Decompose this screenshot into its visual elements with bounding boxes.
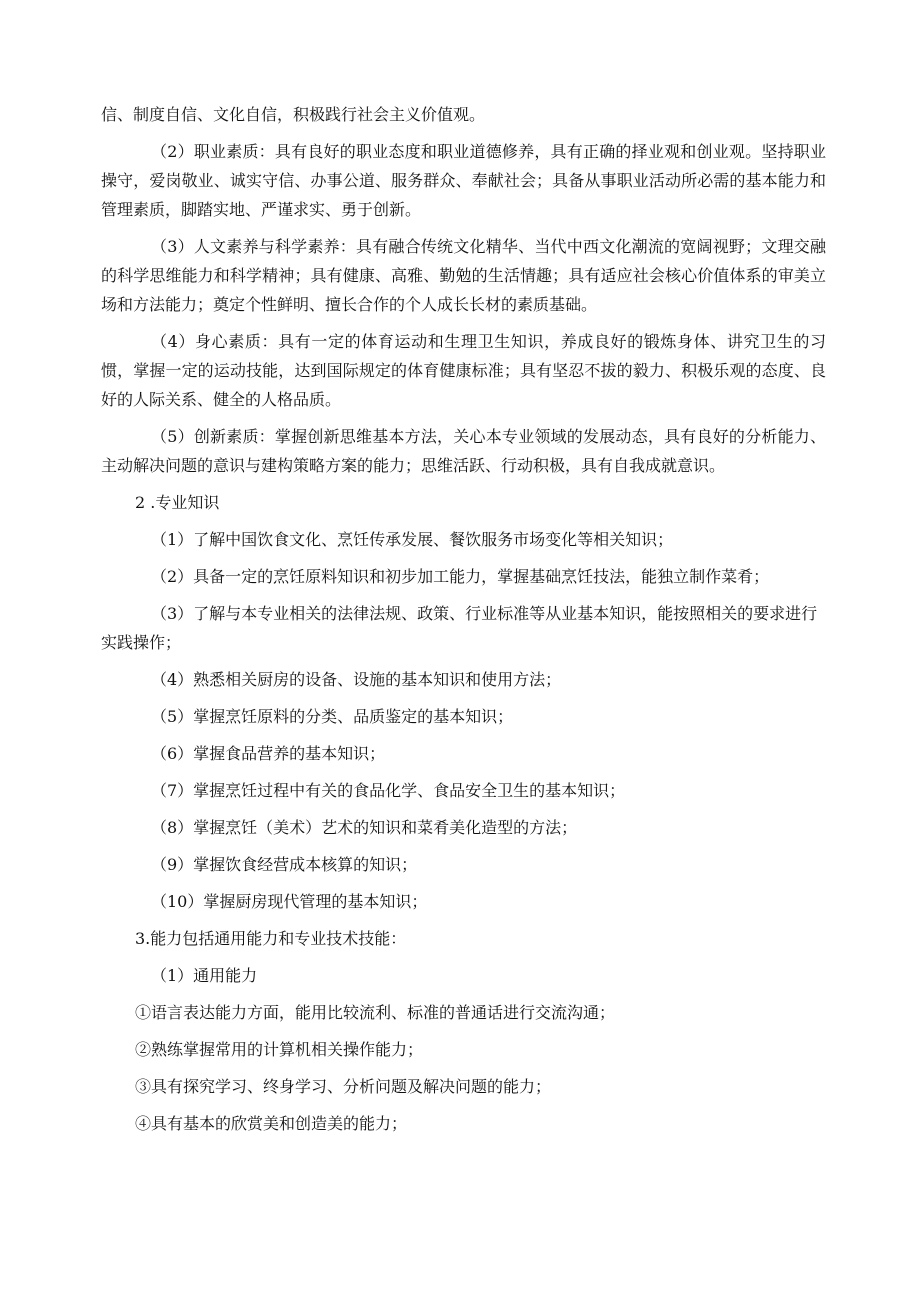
paragraph-continuation: 信、制度自信、文化自信，积极践行社会主义价值观。: [101, 105, 486, 124]
list-item: （10）掌握厨房现代管理的基本知识；: [151, 892, 428, 911]
document-body: [101, 100, 826, 1138]
list-item: ③具有探究学习、终身学习、分析问题及解决问题的能力；: [135, 1077, 552, 1096]
paragraph-vocational-quality: （2）职业素质：具有良好的职业态度和职业道德修养，具有正确的择业观和创业观。坚持职业操守，爱岗敬业、诚实守信、办事公道、服务群众、奉献社会；具备从事职业活动所必需的基本能力和管理素质，脚踏实地、严谨求实、勇于创新。: [101, 142, 826, 219]
list-item: （8）掌握烹饪（美术）艺术的知识和菜肴美化造型的方法；: [151, 818, 578, 837]
section-heading-knowledge: 2 .专业知识: [135, 493, 220, 512]
list-item: （7）掌握烹饪过程中有关的食品化学、食品安全卫生的基本知识；: [151, 781, 626, 800]
list-item: ④具有基本的欣赏美和创造美的能力；: [135, 1114, 408, 1133]
list-item: （1）了解中国饮食文化、烹饪传承发展、餐饮服务市场变化等相关知识；: [151, 530, 674, 549]
list-item: （4）熟悉相关厨房的设备、设施的基本知识和使用方法；: [151, 670, 562, 689]
list-item: （3）了解与本专业相关的法律法规、政策、行业标准等从业基本知识，能按照相关的要求进行实践操作；: [101, 604, 818, 652]
list-item: ①语言表达能力方面，能用比较流利、标准的普通话进行交流沟通；: [135, 1003, 616, 1022]
list-item: （9）掌握饮食经营成本核算的知识；: [151, 855, 418, 874]
list-item: （2）具备一定的烹饪原料知识和初步加工能力，掌握基础烹饪技法，能独立制作菜肴；: [151, 567, 770, 586]
paragraph-innovation: （5）创新素质：掌握创新思维基本方法，关心本专业领域的发展动态，具有良好的分析能力、主动解决问题的意识与建构策略方案的能力；思维活跃、行动积极，具有自我成就意识。: [101, 427, 826, 475]
subsection-heading-general-ability: （1）通用能力: [151, 966, 258, 985]
list-item: ②熟练掌握常用的计算机相关操作能力；: [135, 1040, 424, 1059]
section-heading-abilities: 3.能力包括通用能力和专业技术技能：: [135, 929, 407, 948]
list-item: （5）掌握烹饪原料的分类、品质鉴定的基本知识；: [151, 707, 514, 726]
paragraph-humanities-science: （3）人文素养与科学素养：具有融合传统文化精华、当代中西文化潮流的宽阔视野；文理交融的科学思维能力和科学精神；具有健康、高雅、勤勉的生活情趣；具有适应社会核心价值体系的审美立场和方法能力；奠定个性鲜明、擅长合作的个人成长长材的素质基础。: [101, 237, 826, 314]
paragraph-physical-mental: （4）身心素质：具有一定的体育运动和生理卫生知识，养成良好的锻炼身体、讲究卫生的习惯，掌握一定的运动技能，达到国际规定的体育健康标准；具有坚忍不拔的毅力、积极乐观的态度、良好的人际关系、健全的人格品质。: [101, 332, 826, 409]
list-item: （6）掌握食品营养的基本知识；: [151, 744, 386, 763]
